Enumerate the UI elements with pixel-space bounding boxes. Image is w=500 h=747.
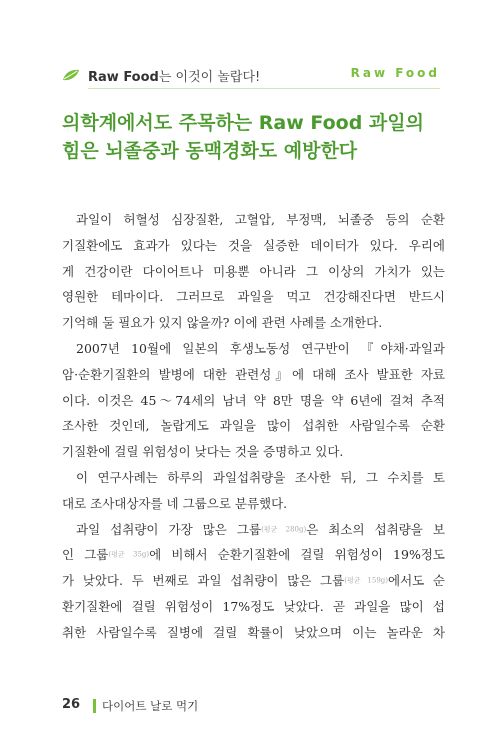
text-line: 이다. 이것은 45～74세의 남녀 약 8만 명을 약 6년에 걸쳐 추적 (62, 392, 445, 408)
text-line: 조사한 것인데, 놀랍게도 과일을 많이 섭취한 사람일수록 순환 (62, 418, 445, 434)
body-text (62, 207, 445, 646)
header-title (88, 66, 260, 85)
text-span: 인 그룹 (62, 547, 109, 563)
footer-divider (93, 699, 96, 713)
header-brand: Raw Food (88, 70, 159, 85)
text-line: 과일이 허혈성 심장질환, 고혈압, 부정맥, 뇌졸중 등의 순환 (76, 212, 445, 227)
group-average-note: (평균 35g) (108, 550, 150, 559)
text-span: 에 비해서 순환기질환에 걸릴 위험성이 19%정도 (149, 547, 445, 563)
text-line: 기질환에 걸릴 위험성이 낮다는 것을 증명하고 있다. (62, 444, 344, 460)
header-divider (88, 88, 440, 89)
text-line (62, 517, 445, 543)
text-span: 은 최소의 섭취량을 보 (306, 521, 445, 537)
leaf-icon (62, 69, 80, 81)
text-span: 에서도 순 (388, 573, 445, 589)
section-title-line-2: 힘은 뇌졸중과 동맥경화도 예방한다 (62, 140, 358, 162)
header-subtitle: 는 이것이 놀랍다! (158, 70, 261, 85)
text-line: 기질환에도 효과가 있다는 것을 실증한 데이터가 있다. 우리에 (62, 237, 445, 253)
text-line: 2007년 10월에 일본의 후생노동성 연구반이 『야채·과일과 (76, 340, 445, 356)
running-header (62, 66, 440, 88)
section-title (62, 109, 452, 165)
book-title: 다이어트 날로 먹기 (102, 699, 199, 713)
header-right-label: Raw Food (350, 66, 440, 80)
group-average-note: (평균 159g) (344, 576, 388, 585)
text-span: 가 낮았다. 두 번째로 과일 섭취량이 많은 그룹 (62, 573, 345, 589)
text-line: 게 건강이란 다이어트나 미용뿐 아니라 그 이상의 가치가 있는 (62, 263, 445, 279)
section-title-line-1: 의학계에서도 주목하는 Raw Food 과일의 (62, 112, 424, 134)
text-span: 과일 섭취량이 가장 많은 그룹 (76, 521, 262, 537)
text-line: 암·순환기질환의 발병에 대한 관련성』에 대해 조사 발표한 자료 (62, 366, 445, 382)
text-line: 환기질환에 걸릴 위험성이 17%정도 낮았다. 곧 과일을 많이 섭 (62, 598, 445, 614)
page-number: 26 (62, 697, 81, 712)
text-line: 영원한 테마이다. 그러므로 과일을 먹고 건강해진다면 반드시 (62, 289, 445, 305)
text-line: 기억해 둘 필요가 있지 않을까? 이에 관련 사례를 소개한다. (62, 315, 383, 331)
group-average-note: (평균 280g) (261, 525, 307, 534)
text-line (62, 542, 445, 568)
text-line: 이 연구사례는 하루의 과일섭취량을 조사한 뒤, 그 수치를 토 (76, 469, 445, 485)
text-line: 취한 사람일수록 질병에 걸릴 확률이 낮았으며 이는 놀라운 차 (62, 624, 445, 640)
text-line (62, 568, 445, 594)
text-line: 대로 조사대상자를 네 그룹으로 분류했다. (62, 495, 288, 511)
page-footer (62, 697, 362, 715)
